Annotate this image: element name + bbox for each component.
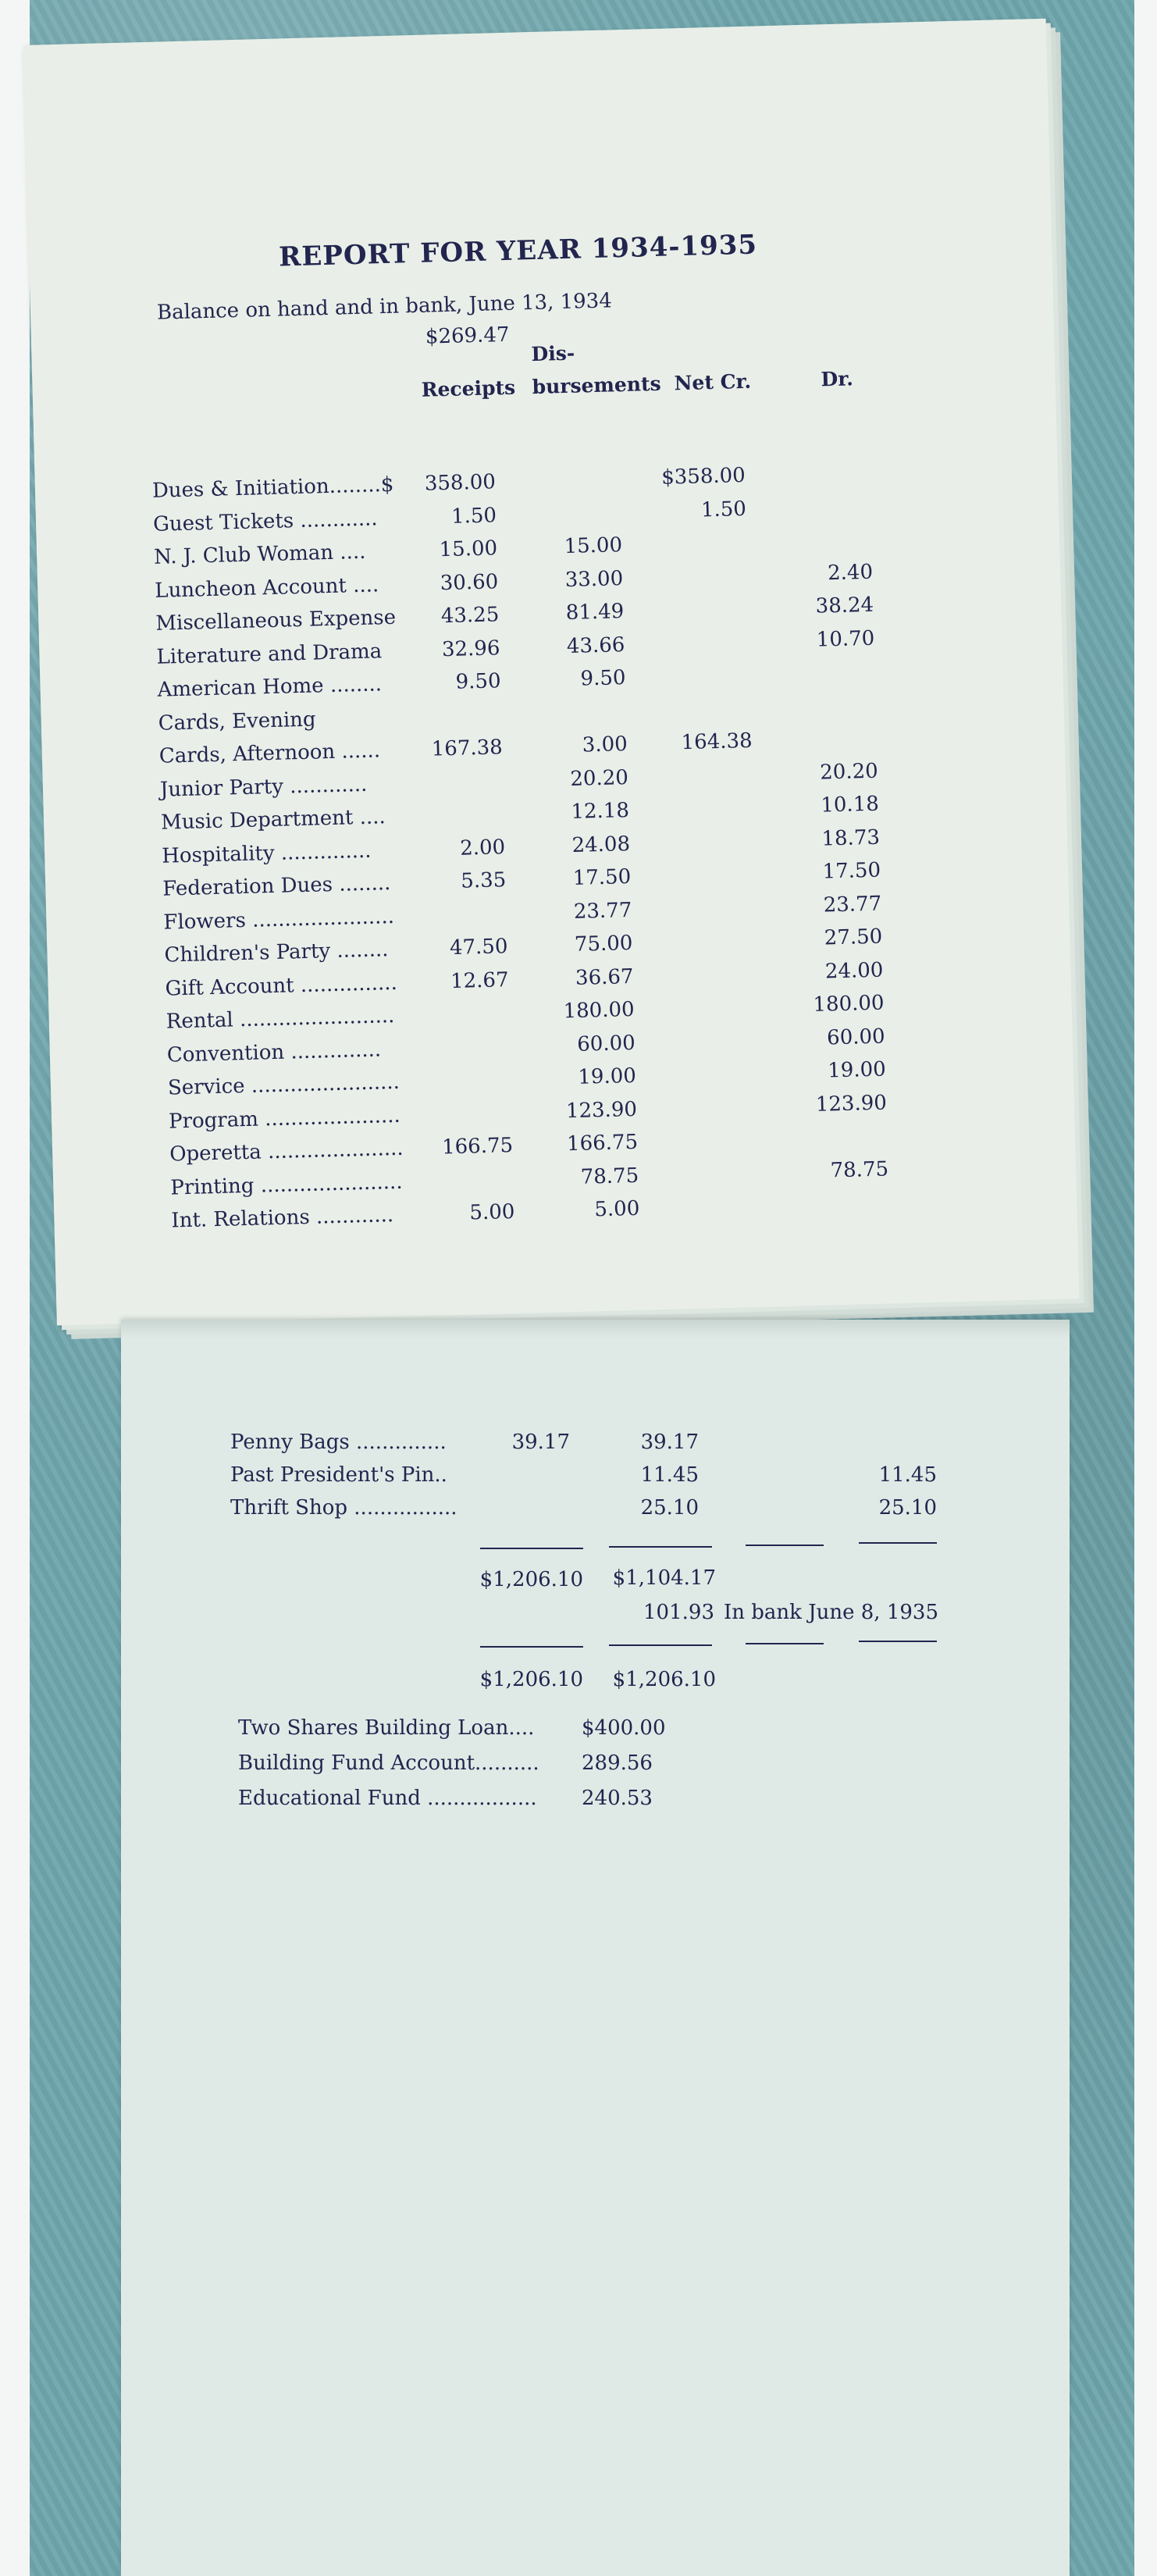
row-label: Operetta .....................	[169, 1136, 404, 1167]
row-net-credit	[666, 1028, 760, 1030]
row-disbursements	[526, 467, 620, 469]
row-receipts	[416, 1035, 510, 1037]
row-label: Gift Account ...............	[165, 971, 398, 1001]
row-receipts: 39.17	[511, 1431, 570, 1454]
underline-dr-1	[859, 1542, 937, 1544]
underline-receipts-1	[480, 1548, 583, 1549]
row-disbursements: 24.08	[571, 832, 631, 857]
underline-disb-2	[609, 1644, 712, 1646]
row-label: Cards, Afternoon ......	[158, 739, 381, 768]
row-label: N. J. Club Woman ....	[153, 540, 366, 569]
total-receipts: $1,206.10	[479, 1568, 583, 1591]
row-receipts: 12.67	[450, 967, 509, 993]
row-receipts	[410, 769, 504, 771]
row-debit: 23.77	[823, 892, 882, 917]
row-debit: 60.00	[826, 1024, 885, 1049]
row-disbursements: 5.00	[594, 1196, 640, 1222]
row-label: Rental ........................	[166, 1003, 395, 1034]
row-label: Music Department ....	[160, 805, 386, 835]
row-net-credit	[668, 1094, 762, 1096]
row-net-credit	[659, 762, 753, 764]
grand-total-receipts: $1,206.10	[479, 1668, 583, 1691]
row-debit: 10.18	[821, 792, 880, 818]
row-debit: 10.70	[816, 626, 875, 652]
fund-label: Building Fund Account..........	[238, 1751, 539, 1775]
row-net-credit: 164.38	[681, 729, 753, 755]
row-receipts: 5.35	[460, 868, 507, 893]
row-net-credit	[657, 696, 751, 698]
row-receipts	[418, 1101, 512, 1103]
row-label: American Home ........	[157, 672, 383, 702]
header-net-cr: Net Cr.	[674, 369, 752, 395]
row-receipts: 47.50	[449, 935, 508, 960]
row-debit: 27.50	[824, 925, 883, 950]
row-debit	[794, 1124, 888, 1127]
row-label: Convention ..............	[166, 1037, 382, 1067]
fund-label: Educational Fund .................	[238, 1787, 537, 1810]
row-net-credit	[664, 928, 757, 931]
row-label: Literature and Drama	[156, 639, 383, 669]
row-debit: 38.24	[815, 593, 874, 618]
row-net-credit	[661, 828, 755, 831]
row-receipts: 358.00	[424, 470, 497, 496]
row-disbursements	[532, 700, 626, 702]
row-net-credit	[653, 530, 747, 533]
row-net-credit	[660, 796, 754, 798]
row-receipts: 5.00	[469, 1200, 515, 1225]
row-disbursements: 43.66	[566, 632, 625, 658]
row-net-credit: 1.50	[700, 497, 747, 522]
row-disbursements: 17.50	[572, 865, 632, 890]
row-debit: 78.75	[830, 1156, 889, 1182]
opening-balance-label: Balance on hand and in bank, June 13, 1934	[156, 289, 613, 325]
row-disbursements: 3.00	[582, 732, 628, 757]
row-label: Program .....................	[168, 1103, 401, 1134]
row-label: Miscellaneous Expense	[155, 605, 397, 636]
row-disbursements: 78.75	[580, 1163, 639, 1189]
row-receipts: 9.50	[455, 669, 501, 694]
row-disbursements: 15.00	[564, 533, 623, 559]
row-receipts	[413, 902, 507, 904]
row-debit: 19.00	[827, 1057, 887, 1083]
row-debit	[776, 461, 870, 463]
row-disbursements: 20.20	[570, 765, 629, 791]
row-label: Penny Bags ..............	[230, 1431, 447, 1454]
row-debit: 11.45	[878, 1463, 937, 1487]
row-receipts	[411, 802, 504, 804]
row-net-credit	[665, 995, 759, 997]
header-dr: Dr.	[821, 367, 854, 391]
row-label: Printing ......................	[169, 1170, 403, 1200]
page-title: REPORT FOR YEAR 1934-1935	[278, 229, 758, 273]
row-disbursements: 9.50	[580, 666, 626, 691]
fund-value: 289.56	[582, 1751, 653, 1775]
row-disbursements: 33.00	[564, 566, 624, 592]
underline-receipts-2	[480, 1646, 583, 1648]
row-disbursements: 36.67	[575, 964, 634, 990]
row-disbursements: 25.10	[640, 1496, 699, 1520]
row-receipts: 2.00	[459, 835, 506, 860]
row-debit	[796, 1190, 889, 1192]
row-debit	[783, 726, 877, 729]
row-debit: 25.10	[878, 1496, 937, 1520]
row-label: Int. Relations ............	[171, 1203, 394, 1233]
row-receipts	[420, 1167, 514, 1170]
bank-balance-amount: 101.93	[643, 1601, 714, 1624]
row-receipts	[415, 1001, 509, 1003]
row-disbursements: 19.00	[578, 1064, 637, 1089]
row-net-credit	[654, 563, 748, 565]
row-net-credit	[669, 1128, 763, 1130]
row-label: Junior Party ............	[159, 772, 368, 802]
fund-value: 240.53	[582, 1787, 653, 1810]
row-disbursements: 123.90	[565, 1097, 638, 1123]
row-label: Hospitality ..............	[161, 839, 372, 868]
row-label: Past President's Pin..	[230, 1463, 447, 1487]
total-disbursements: $1,104.17	[612, 1566, 716, 1590]
bank-balance-note: In bank June 8, 1935	[724, 1601, 938, 1624]
row-net-credit	[656, 629, 749, 632]
underline-cr-2	[746, 1643, 824, 1644]
row-net-credit	[664, 961, 758, 964]
row-label: Children's Party ........	[164, 938, 389, 967]
header-disbursements-2: bursements	[532, 372, 661, 399]
row-debit: 123.90	[815, 1091, 888, 1117]
header-receipts: Receipts	[421, 376, 516, 401]
row-debit	[782, 693, 876, 695]
row-debit	[781, 660, 875, 662]
row-net-credit	[657, 663, 750, 665]
row-net-credit	[662, 862, 756, 864]
row-debit	[777, 493, 870, 496]
row-disbursements	[528, 501, 621, 503]
grand-total-disbursements: $1,206.10	[612, 1668, 716, 1691]
underline-dr-2	[859, 1641, 937, 1642]
row-receipts: 32.96	[441, 636, 500, 661]
row-label: Dues & Initiation........$	[151, 472, 394, 503]
underline-disb-1	[609, 1546, 712, 1548]
row-debit: 24.00	[824, 958, 884, 984]
fund-value: $400.00	[582, 1716, 666, 1740]
row-receipts: 1.50	[450, 503, 497, 529]
row-label: Luncheon Account ....	[154, 572, 379, 603]
row-label: Federation Dues ........	[162, 871, 391, 901]
fund-label: Two Shares Building Loan....	[238, 1716, 535, 1740]
row-receipts: 43.25	[440, 603, 500, 629]
page-fold	[121, 1320, 1070, 1338]
opening-balance-value: $269.47	[425, 322, 510, 349]
row-net-credit	[663, 895, 756, 897]
report-page-upper	[23, 19, 1079, 1326]
row-disbursements: 60.00	[576, 1031, 636, 1056]
row-debit: 20.20	[819, 759, 879, 785]
row-net-credit: $358.00	[660, 463, 746, 490]
row-disbursements: 180.00	[563, 997, 635, 1024]
row-receipts: 166.75	[441, 1134, 514, 1160]
row-label: Guest Tickets ............	[152, 506, 378, 536]
row-label: Cards, Evening	[158, 707, 316, 736]
report-page-lower	[121, 1320, 1070, 2576]
row-net-credit	[655, 597, 749, 599]
row-receipts: 15.00	[439, 536, 498, 562]
row-receipts	[408, 703, 501, 705]
row-net-credit	[671, 1194, 764, 1196]
row-net-credit	[670, 1160, 764, 1163]
row-receipts: 30.60	[440, 569, 499, 595]
row-receipts: 167.38	[431, 736, 504, 761]
header-disbursements-1: Dis-	[531, 341, 575, 366]
row-disbursements: 11.45	[640, 1463, 699, 1487]
row-disbursements: 12.18	[571, 799, 630, 824]
row-net-credit	[667, 1061, 760, 1064]
row-label: Service .......................	[167, 1070, 400, 1100]
row-debit: 17.50	[822, 858, 881, 884]
row-disbursements: 75.00	[574, 931, 633, 957]
row-disbursements: 23.77	[573, 898, 632, 924]
row-disbursements: 39.17	[640, 1431, 699, 1454]
row-debit: 180.00	[813, 991, 885, 1017]
row-receipts	[418, 1067, 511, 1070]
row-label: Flowers ......................	[163, 904, 395, 935]
row-debit: 18.73	[821, 825, 881, 851]
row-disbursements: 166.75	[566, 1130, 639, 1156]
row-disbursements: 81.49	[565, 600, 625, 625]
underline-cr-1	[746, 1545, 824, 1546]
row-label: Thrift Shop ................	[230, 1496, 457, 1520]
row-debit	[778, 527, 872, 529]
row-debit: 2.40	[827, 560, 874, 585]
